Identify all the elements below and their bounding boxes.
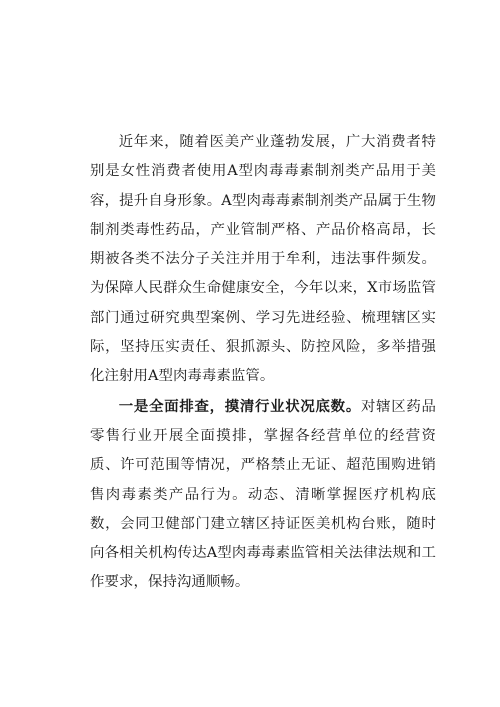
paragraph-measure-one-heading: 一是全面排查，摸清行业状况底数。 (118, 397, 361, 415)
paragraph-measure-one-text: 对辖区药品零售行业开展全面摸排，掌握各经营单位的经营资质、许可范围等情况，严格禁止无证、超范围购进销售肉毒素类产品行为。动态、清晰掌握医疗机构底数，会同卫健部门建立辖区持证医美机构台账，随时向各相关机构传达A型肉毒毒素监管相关法律法规和工作要求，保持沟通顺畅。 (90, 398, 436, 591)
paragraph-measure-one (90, 392, 436, 598)
paragraph-intro (90, 128, 436, 392)
paragraph-intro-text: 近年来，随着医美产业蓬勃发展，广大消费者特别是女性消费者使用A型肉毒毒素制剂类产品用于美容，提升自身形象。A型肉毒毒素制剂类产品属于生物制剂类毒性药品，产业管制严格、产品价格高昂，长期被各类不法分子关注并用于牟利，违法事件频发。为保障人民群众生命健康安全，今年以来，X市场监管部门通过研究典型案例、学习先进经验、梳理辖区实际，坚持压实责任、狠抓源头、防控风险，多举措强化注射用A型肉毒毒素监管。 (90, 134, 436, 385)
document-body (90, 128, 436, 598)
